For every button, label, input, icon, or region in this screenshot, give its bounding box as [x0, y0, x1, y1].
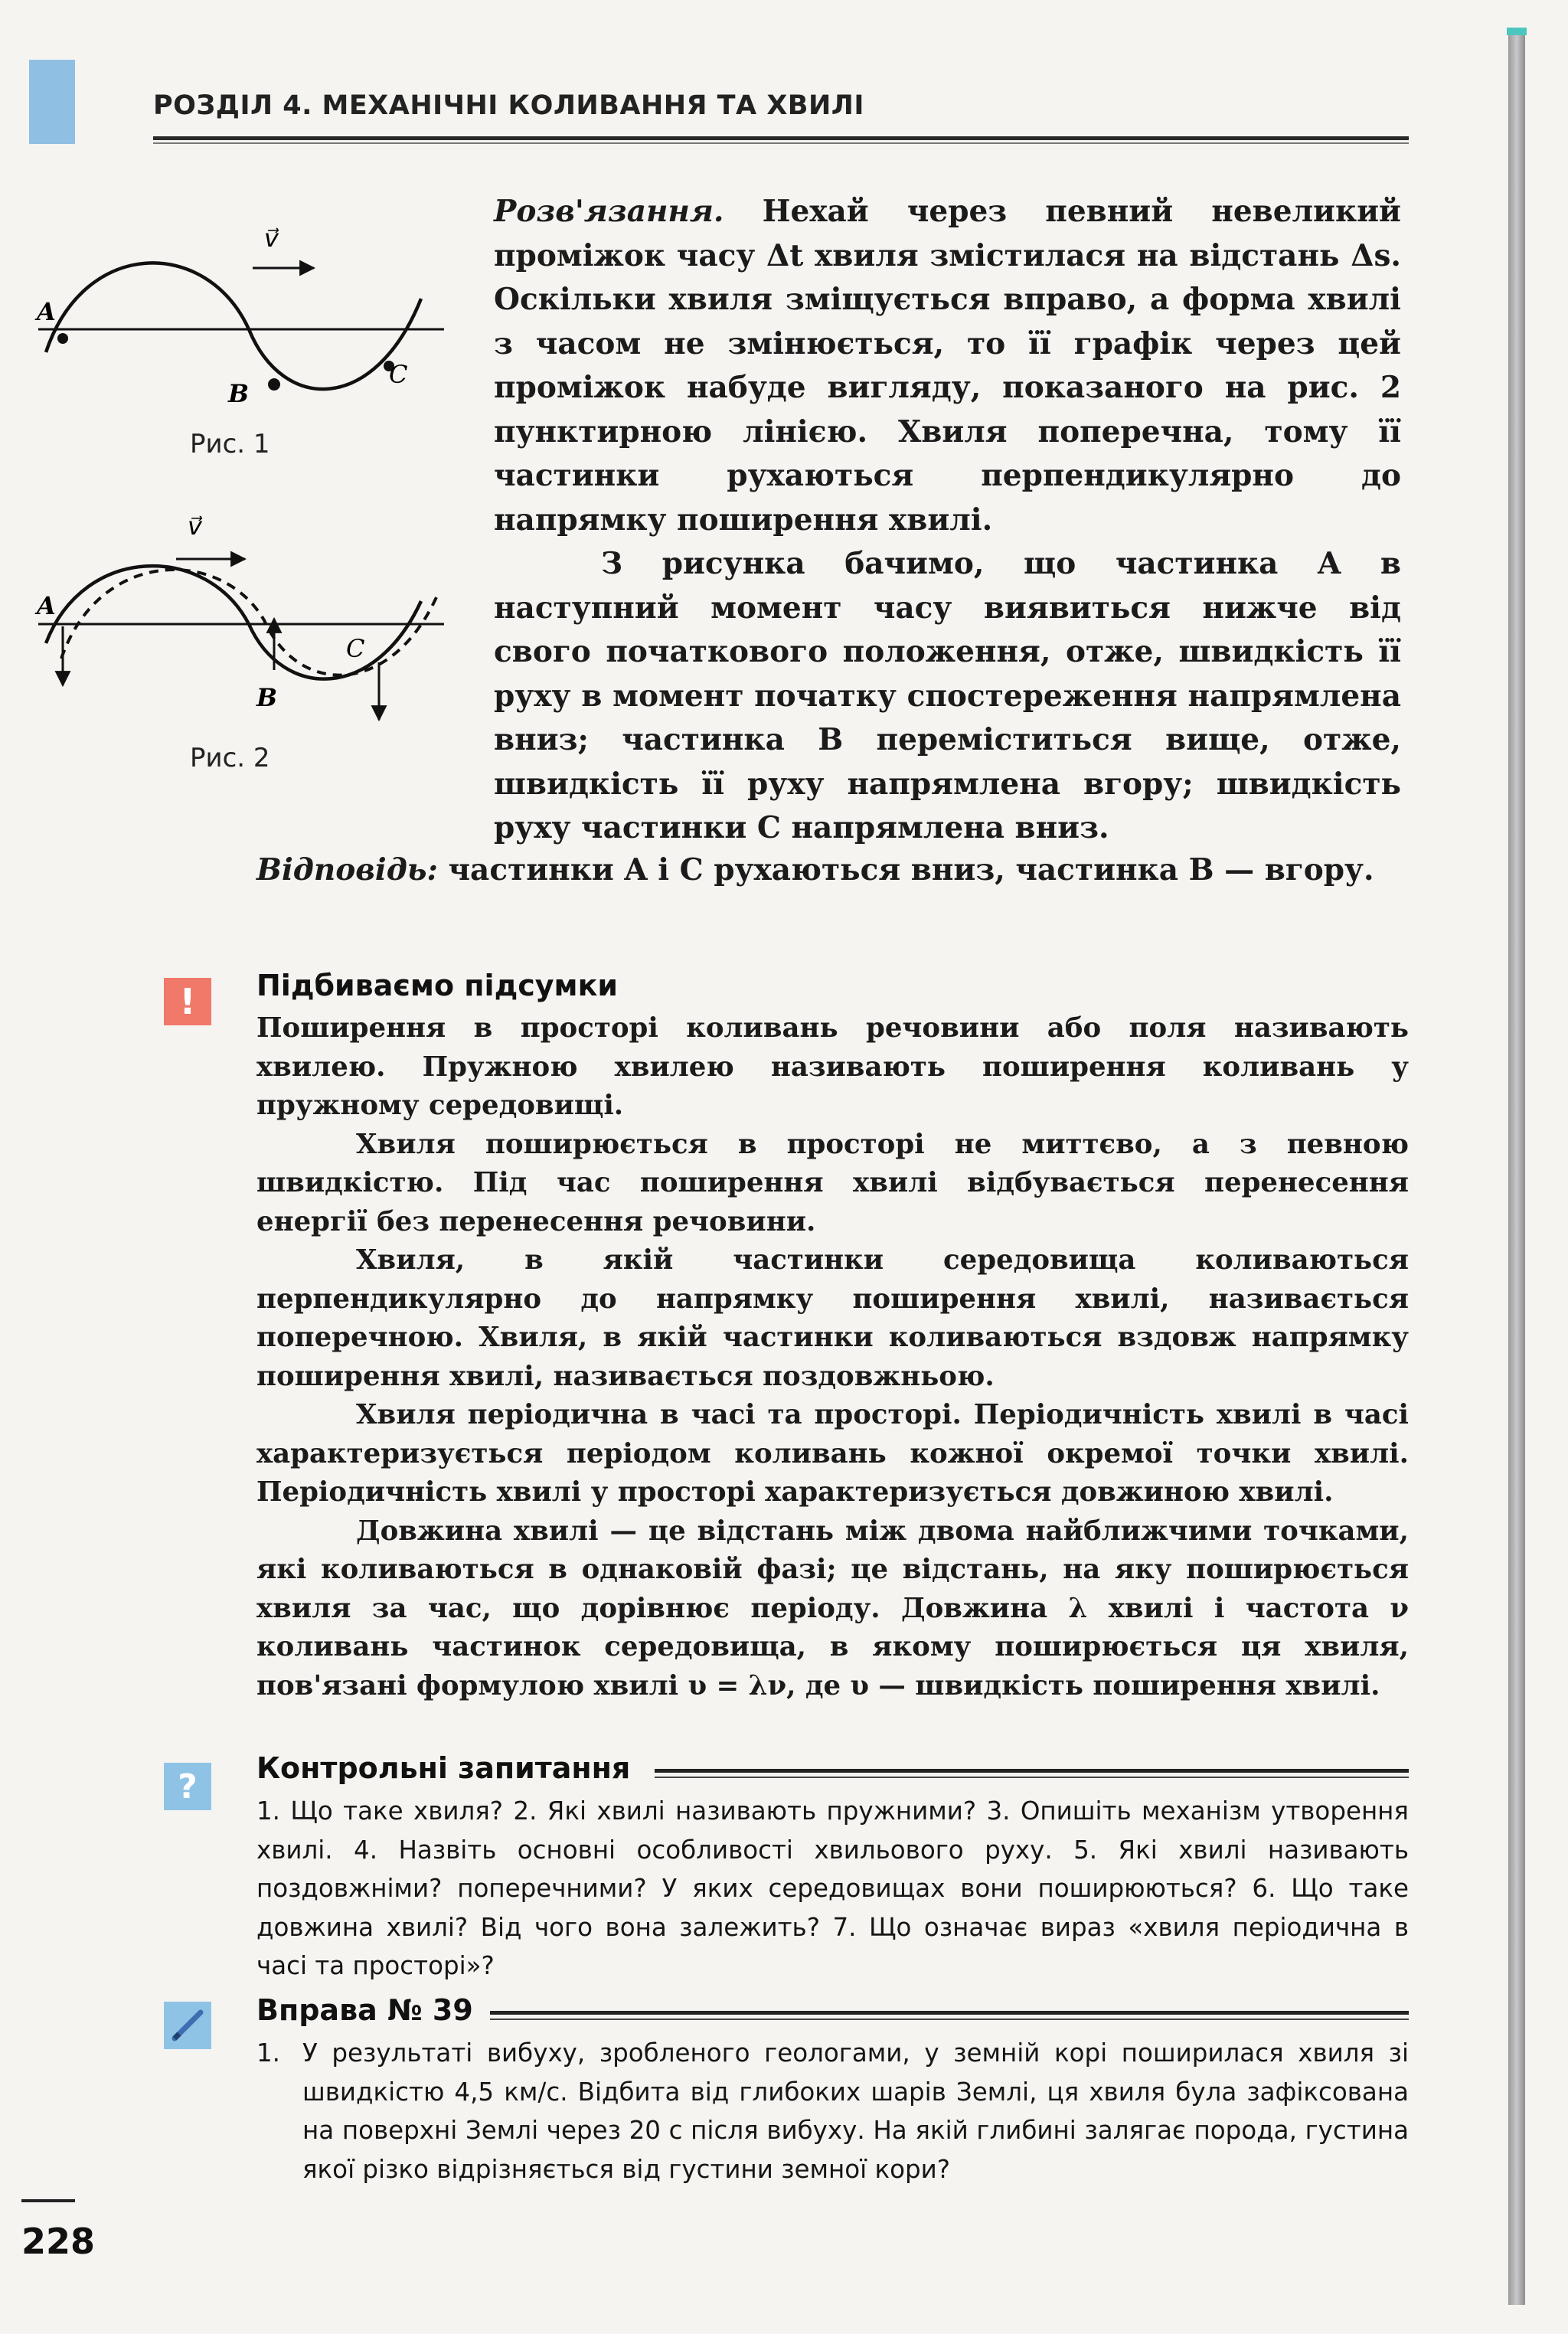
label-b: B [256, 683, 278, 712]
label-a: A [37, 591, 56, 620]
header-rule [153, 136, 1409, 140]
summary-paragraph: Довжина хвилі — це відстань між двома найближчими точками, які коливаються в однаковій фазі; це відстань, на яку поширюється хвиля за час, що дорівнює періоду. Довжина λ хвилі і частота ν коливань частинок середовища, в якому поширюється ця хвиля, пов'язані формулою хвилі υ = λν, де υ — швидкість поширення хвилі. [256, 1515, 1409, 1701]
questions-rule-thin [655, 1777, 1409, 1778]
solution-paragraph-2 [494, 542, 1401, 851]
wave-curve [46, 263, 421, 389]
section-title: РОЗДІЛ 4. МЕХАНІЧНІ КОЛИВАННЯ ТА ХВИЛІ [153, 90, 864, 121]
figure-1-caption: Рис. 1 [190, 429, 270, 459]
exclamation-icon: ! [164, 978, 211, 1025]
page-edge-bar-cap [1507, 28, 1527, 35]
questions-text: 1. Що таке хвиля? 2. Які хвилі називають пружними? 3. Опишіть механізм утворення хвилі. 4. Назвіть основні особливості хвильового руху. 5. Які хвилі називають поздовжніми? поперечними? У яких середовищах вони поширюються? 6. Що таке довжина хвилі? Від чого вона залежить? 7. Що означає вираз «хвиля періодична в часі та просторі»? [256, 1796, 1409, 1980]
exercise-rule [490, 2011, 1409, 2015]
summary-paragraph: Хвиля періодична в часі та просторі. Періодичність хвилі в часі характеризується періодом коливань кожної окремої точки хвилі. Періодичність хвилі у просторі характеризується довжиною хвилі. [256, 1399, 1409, 1508]
velocity-label: v⃗ [264, 224, 279, 253]
section-color-tab [29, 60, 75, 144]
label-c: C [389, 360, 408, 389]
summary-paragraph: Поширення в просторі коливань речовини або поля називають хвилею. Пружною хвилею називають поширення коливань у пружному середовищі. [256, 1012, 1409, 1121]
wave-curve-solid [46, 566, 421, 678]
exercise-item-number: 1. [256, 2038, 281, 2068]
label-c: C [346, 634, 365, 663]
answer-lead: Відповідь: [256, 852, 438, 888]
solution-p2: З рисунка бачимо, що частинка A в наступний момент часу виявиться нижче від свого початкового положення, отже, швидкість її руху в момент початку спостереження напрямлена вниз; частинка B переміститься вище, отже, швидкість її руху напрямлена вгору; швидкість руху частинки C напрямлена вниз. [494, 546, 1401, 845]
page-number: 228 [21, 2221, 96, 2262]
footer-rule [21, 2199, 75, 2202]
answer-text: частинки A і C рухаються вниз, частинка B — вгору. [437, 852, 1374, 888]
exercise-rule-thin [490, 2019, 1409, 2020]
exercise-list [256, 2034, 1409, 2189]
questions-heading: Контрольні запитання [256, 1751, 631, 1785]
exercise-heading: Вправа № 39 [256, 1993, 473, 2027]
questions-body [256, 1792, 1409, 1986]
questions-rule [655, 1769, 1409, 1773]
solution-p1: Нехай через певний невеликий проміжок часу Δt хвиля змістилася на відстань Δs. Оскільки хвиля зміщується вправо, а форма хвилі з часом не змінюється, то її графік через цей проміжок набуде вигляду, показаного на рис. 2 пунктирною лінією. Хвиля поперечна, тому її частинки рухаються перпендикулярно до напрямку поширення хвилі. [494, 194, 1401, 538]
label-b: B [228, 379, 250, 408]
exercise-item [256, 2034, 1409, 2189]
figure-2 [31, 512, 459, 743]
exercise-item-text: У результаті вибуху, зробленого геологами, у земній корі поширилася хвиля зі швидкістю 4,5 км/с. Відбита від глибоких шарів Землі, ця хвиля була зафіксована на поверхні Землі через 20 с після вибуху. На якій глибині залягає порода, густина якої різко відрізняється від густини земної кори? [302, 2038, 1409, 2184]
figure-2-caption: Рис. 2 [190, 743, 270, 773]
point-b [268, 378, 280, 391]
pencil-icon [164, 2002, 211, 2049]
solution-paragraph-1 [494, 190, 1401, 542]
exercise-icon-box [162, 2000, 213, 2051]
solution-lead: Розв'язання. [494, 194, 724, 229]
summary-paragraph: Хвиля поширюється в просторі не миттєво, а з певною швидкістю. Під час поширення хвилі відбувається перенесення енергії без перенесення речовини. [256, 1128, 1409, 1237]
figure-1 [31, 207, 459, 429]
summary-icon-box [162, 976, 213, 1027]
answer [153, 848, 1401, 893]
velocity-label: v⃗ [188, 512, 202, 541]
questions-icon-box [162, 1761, 213, 1812]
solution-text [494, 190, 1401, 851]
header-rule-thin [153, 142, 1409, 144]
point-a [57, 333, 68, 344]
page-edge-bar [1508, 31, 1525, 2305]
summary-heading: Підбиваємо підсумки [256, 969, 619, 1002]
label-a: A [37, 297, 56, 326]
question-icon: ? [164, 1763, 211, 1810]
summary-body [256, 1009, 1409, 1705]
summary-paragraph: Хвиля, в якій частинки середовища коливаються перпендикулярно до напрямку поширення хвилі, називається поперечною. Хвиля, в якій частинки коливаються вздовж напрямку поширення хвилі, називається поздовжньою. [256, 1244, 1409, 1392]
